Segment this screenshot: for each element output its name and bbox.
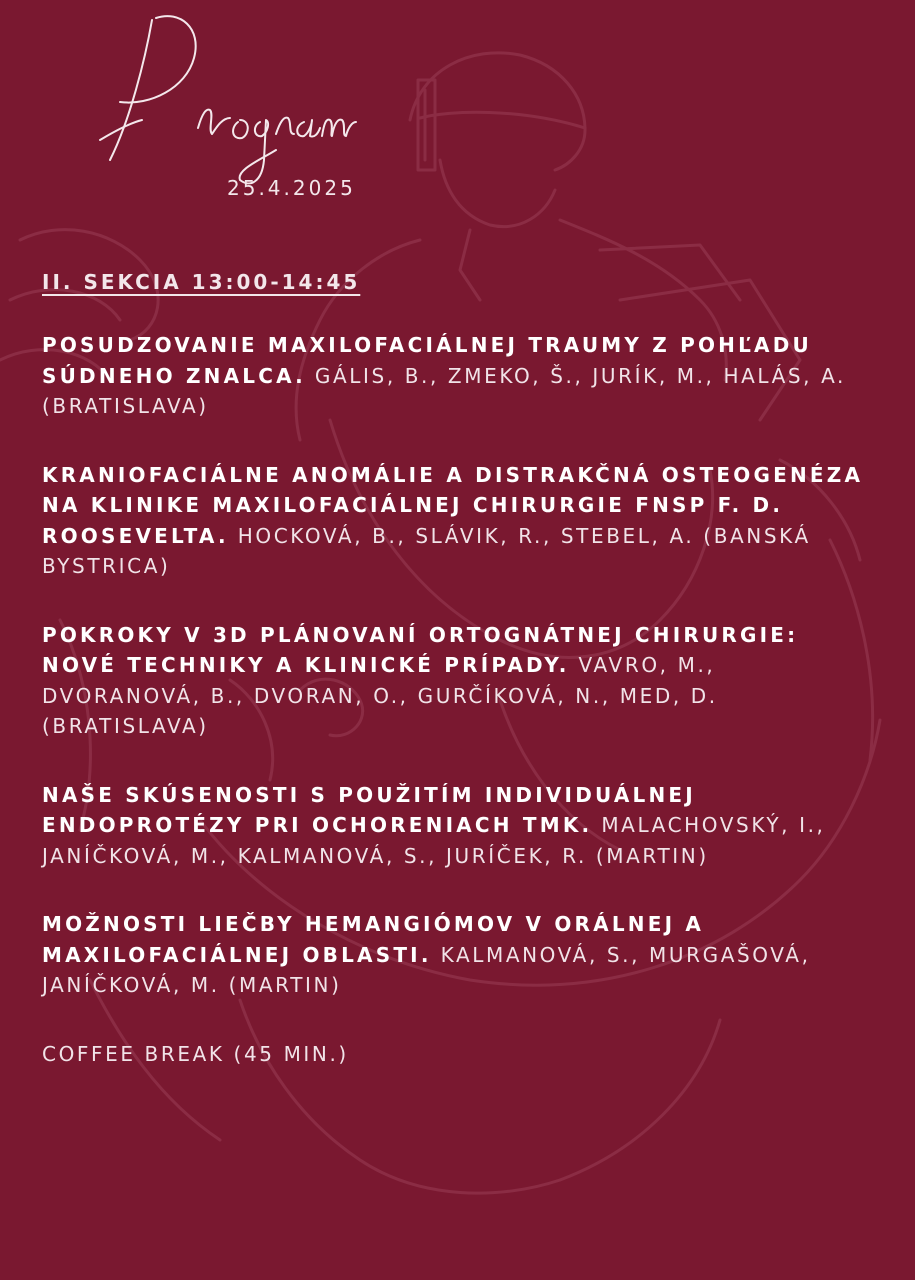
- talk-item: [42, 460, 882, 582]
- program-script-title: [90, 10, 360, 200]
- talk-title: POKROKY V 3D PLÁNOVANÍ ORTOGNÁTNEJ CHIRURGIE: NOVÉ TECHNIKY A KLINICKÉ PRÍPADY.: [42, 622, 799, 677]
- talk-authors: HOCKOVÁ, B., SLÁVIK, R., STEBEL, A. (BANSKÁ BYSTRICA): [42, 523, 811, 578]
- talk-title: MOŽNOSTI LIEČBY HEMANGIÓMOV V ORÁLNEJ A MAXILOFACIÁLNEJ OBLASTI.: [42, 912, 705, 967]
- talk-item: [42, 330, 882, 422]
- event-date: 25.4.2025: [227, 176, 356, 200]
- talk-authors: GÁLIS, B., ZMEKO, Š., JURÍK, M., HALÁS, A. (BRATISLAVA): [42, 363, 846, 418]
- talk-item: [42, 909, 882, 1001]
- talk-authors: KALMANOVÁ, S., MURGAŠOVÁ, JANÍČKOVÁ, M. (MARTIN): [42, 942, 811, 997]
- talk-authors: VAVRO, M., DVORANOVÁ, B., DVORAN, O., GURČÍKOVÁ, N., MED, D. (BRATISLAVA): [42, 653, 718, 738]
- talk-title: NAŠE SKÚSENOSTI S POUŽITÍM INDIVIDUÁLNEJ ENDOPROTÉZY PRI OCHORENIACH TMK.: [42, 782, 696, 837]
- talk-title: POSUDZOVANIE MAXILOFACIÁLNEJ TRAUMY Z POHĽADU SÚDNEHO ZNALCA.: [42, 333, 812, 388]
- talk-authors: MALACHOVSKÝ, I., JANÍČKOVÁ, M., KALMANOVÁ, S., JURÍČEK, R. (MARTIN): [42, 813, 826, 868]
- talk-list: [42, 330, 882, 1069]
- talk-item: [42, 780, 882, 872]
- section-heading: II. SEKCIA 13:00-14:45: [42, 270, 361, 294]
- coffee-break: COFFEE BREAK (45 MIN.): [42, 1041, 349, 1066]
- talk-title: KRANIOFACIÁLNE ANOMÁLIE A DISTRAKČNÁ OSTEOGENÉZA NA KLINIKE MAXILOFACIÁLNEJ CHIRURGIE FNSP F. D. ROOSEVELTA.: [42, 462, 864, 548]
- talk-item: [42, 620, 882, 742]
